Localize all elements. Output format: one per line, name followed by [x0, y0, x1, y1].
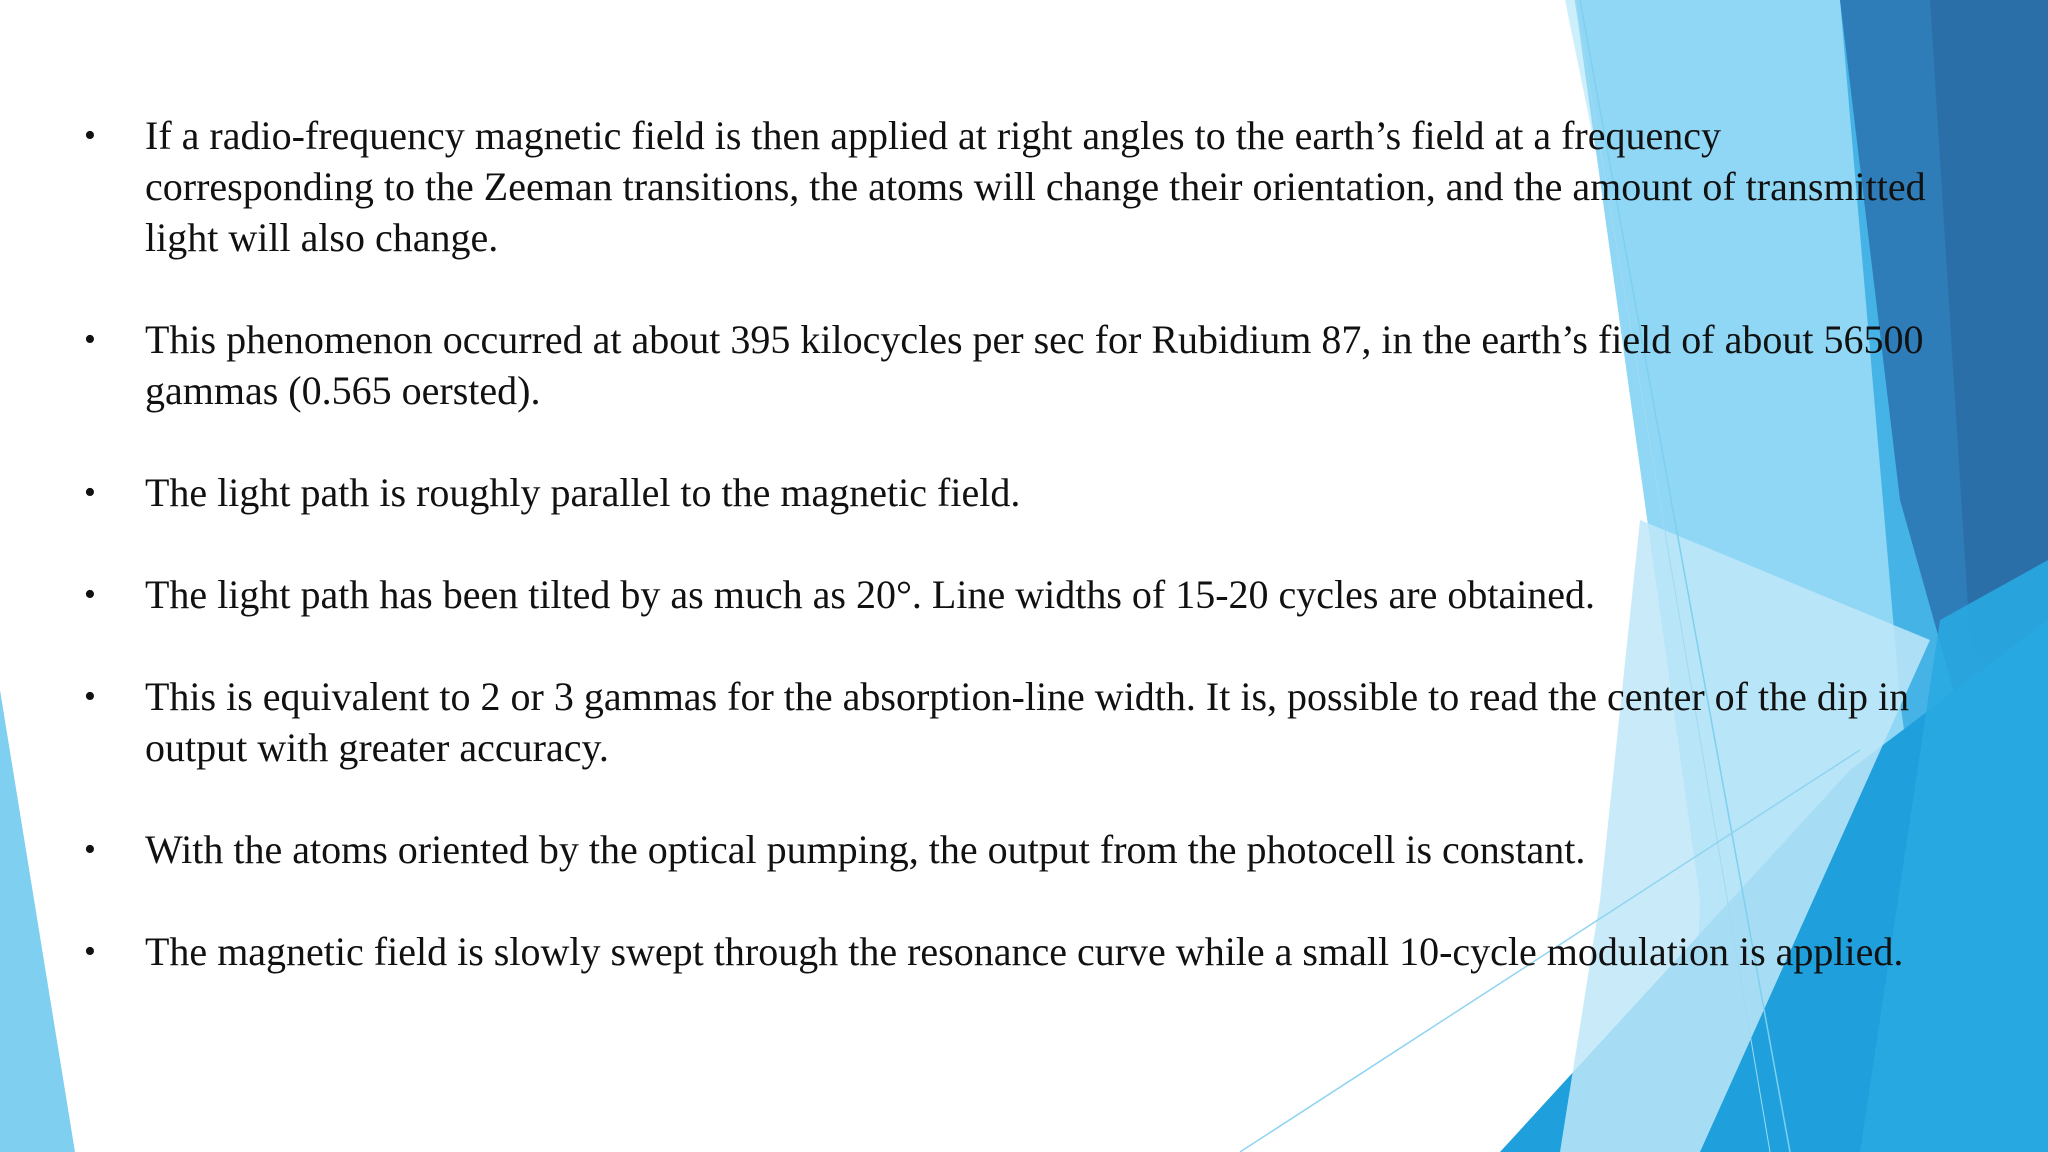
left-sliver: [0, 690, 75, 1152]
bullet-text: The magnetic field is slowly swept through the resonance curve while a small 10-cycle modulation is applied.: [145, 929, 1904, 974]
bullet-icon: •: [84, 321, 96, 358]
bullet-item: [80, 569, 1940, 620]
bullet-item: [80, 110, 1940, 263]
bullet-icon: •: [84, 117, 96, 154]
bullet-text: This is equivalent to 2 or 3 gammas for the absorption-line width. It is, possible to read the center of the dip in output with greater accuracy.: [145, 674, 1910, 770]
bullet-icon: •: [84, 831, 96, 868]
bullet-item: [80, 824, 1940, 875]
bullet-item: [80, 467, 1940, 518]
bullet-item: [80, 671, 1940, 773]
bullet-item: [80, 926, 1940, 977]
bullet-icon: •: [84, 576, 96, 613]
bullet-list: [80, 110, 1940, 977]
bullet-icon: •: [84, 678, 96, 715]
bullet-item: [80, 314, 1940, 416]
bullet-text: With the atoms oriented by the optical pumping, the output from the photocell is constant.: [145, 827, 1586, 872]
bullet-text: This phenomenon occurred at about 395 kilocycles per sec for Rubidium 87, in the earth’s field of about 56500 gammas (0.565 oersted).: [145, 317, 1924, 413]
bullet-text: If a radio-frequency magnetic field is then applied at right angles to the earth’s field at a frequency corresponding to the Zeeman transitions, the atoms will change their orientation, and the amount of transmitted light will also change.: [145, 113, 1926, 260]
bullet-icon: •: [84, 933, 96, 970]
bullet-text: The light path is roughly parallel to the magnetic field.: [145, 470, 1021, 515]
bullet-icon: •: [84, 474, 96, 511]
bullet-text: The light path has been tilted by as much as 20°. Line widths of 15-20 cycles are obtained.: [145, 572, 1596, 617]
